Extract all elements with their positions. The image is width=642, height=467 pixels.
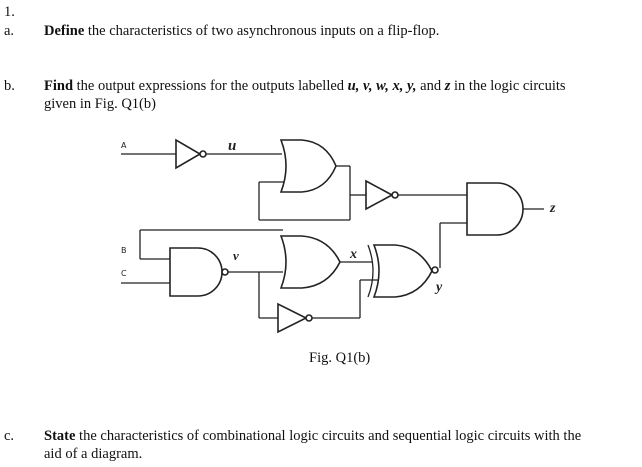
part-a-marker: a. [4, 23, 15, 39]
not-gate-2 [366, 181, 392, 209]
nand-gate-v [170, 248, 222, 296]
xnor-gate-back-arc [368, 245, 373, 297]
xnor-gate-y [374, 245, 432, 297]
figure-caption: Fig. Q1(b) [309, 350, 371, 366]
part-b-var-z: z [444, 78, 451, 94]
part-c-line2: aid of a diagram. [44, 446, 143, 462]
part-b-and: and [416, 78, 445, 94]
part-a-body: the characteristics of two asynchronous inputs on a flip-flop. [84, 23, 440, 39]
input-label-c: C [121, 269, 127, 278]
part-c-marker: c. [4, 428, 15, 444]
part-c-body: the characteristics of combinational logic circuits and sequential logic circuits with the [75, 428, 582, 444]
output-label-x: x [350, 247, 357, 262]
output-label-z: z [550, 201, 556, 216]
nand-gate-bubble [222, 269, 228, 275]
not-gate-2-bubble [392, 192, 398, 198]
part-b-vars: u, v, w, x, y, [347, 78, 417, 94]
input-label-a: A [121, 141, 127, 150]
or-gate-w [281, 140, 336, 192]
part-c-line1 [44, 427, 581, 445]
question-number: 1. [4, 4, 15, 20]
part-c-keyword: State [44, 428, 76, 444]
part-a-keyword: Define [44, 23, 85, 39]
and-gate-z [467, 183, 523, 235]
not-gate-1-bubble [200, 151, 206, 157]
output-label-u: u [228, 138, 237, 154]
part-b-tail: in the logic circuits [450, 78, 566, 94]
not-gate-3 [278, 304, 306, 332]
not-gate-3-bubble [306, 315, 312, 321]
output-label-y: y [436, 280, 443, 295]
part-b-marker: b. [4, 78, 15, 94]
input-label-b: B [121, 246, 127, 255]
output-label-v: v [233, 248, 239, 263]
part-b-body: the output expressions for the outputs labelled [73, 78, 348, 94]
or-gate-x [281, 236, 340, 288]
part-b-keyword: Find [44, 78, 74, 94]
xnor-gate-bubble [432, 267, 438, 273]
not-gate-1 [176, 140, 200, 168]
part-b-line2: given in Fig. Q1(b) [44, 96, 156, 112]
